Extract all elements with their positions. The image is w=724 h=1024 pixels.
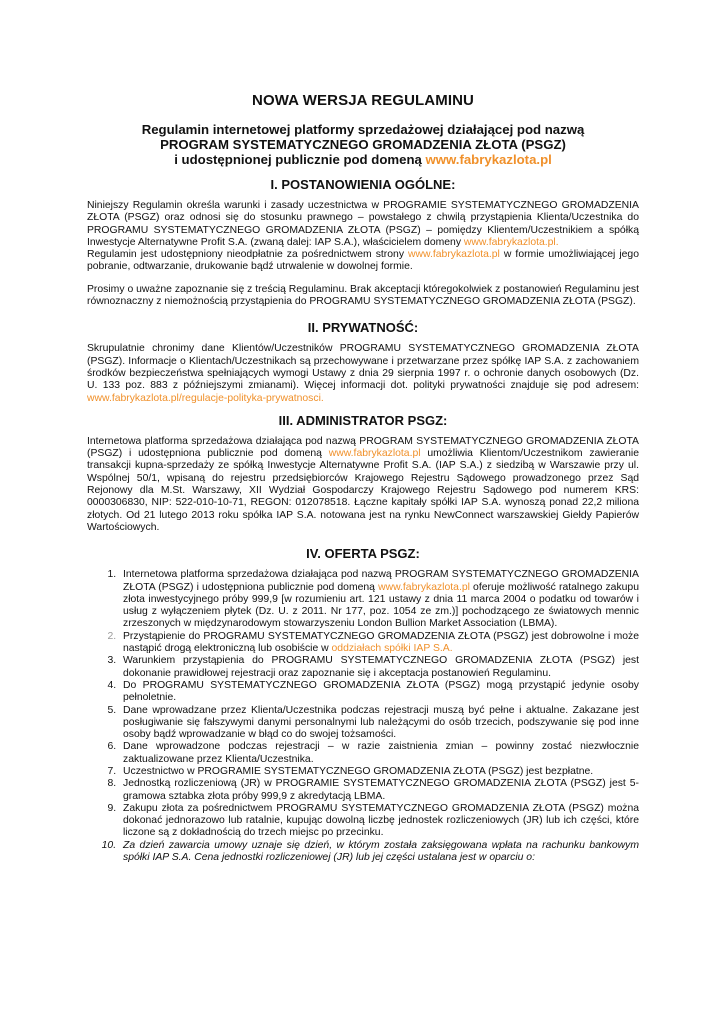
privacy-paragraph: Skrupulatnie chronimy dane Klientów/Uczestników PROGRAMU SYSTEMATYCZNEGO GROMADZENIA ZŁOTA (PSGZ). Informacje o Klientach/Uczestnikach są przechowywane i przetwarzane przez spółkę IAP S.A. z zachowaniem środków bezpieczeństwa spełniających wymogi Ustawy z dnia 29 sierpnia 1997 r. o ochronie danych osobowych (Dz. U. 133 poz. 883 z późniejszymi zmianami). Więcej informacji dot. polityki prywatności znajduje się pod adresem: www.fabrykazlota.pl/regulacje-polityka-prywatnosci.: [87, 343, 639, 404]
list-item: 1. Internetowa platforma sprzedażowa działająca pod nazwą PROGRAM SYSTEMATYCZNEGO GROMADZENIA ZŁOTA (PSGZ) i udostępniona publicznie pod domeną www.fabrykazlota.pl oferuje możliwość ratalnego zakupu złota inwestycyjnego próby 999,9 [w rozumieniu art. 121 ustawy z dnia 11 marca 2004 o podatku od towarów i usług z wyłączeniem płytek (Dz. U. z 2011. Nr 177, poz. 1054 ze zm.)] pochodzącego ze światowych mennic zrzeszonych w międzynarodowym stowarzyszeniu London Bullion Market Association (LBMA).: [119, 569, 639, 630]
domain-link[interactable]: www.fabrykazlota.pl: [408, 249, 500, 261]
subtitle-line-2: PROGRAM SYSTEMATYCZNEGO GROMADZENIA ZŁOTA (PSGZ): [160, 137, 566, 152]
domain-link[interactable]: www.fabrykazlota.pl: [378, 581, 470, 593]
administrator-paragraph: Internetowa platforma sprzedażowa działająca pod nazwą PROGRAM SYSTEMATYCZNEGO GROMADZENIA ZŁOTA (PSGZ) i udostępniona publicznie pod domeną www.fabrykazlota.pl umożliwia Klientom/Uczestnikom zawieranie transakcji kupna-sprzedaży ze spółką Inwestycje Alternatywne Profit S.A. (IAP S.A.) z siedzibą w Warszawie przy ul. Wspólnej 50/1, wpisaną do rejestru przedsiębiorców Krajowego Rejestru Sądowego prowadzonego przez Sąd Rejonowy dla M.St. Warszawy, XII Wydział Gospodarczy Krajowego Rejestru Sądowego pod numerem KRS: 0000306830, NIP: 522-010-10-71, REGON: 012078518. Łączne kapitały spółki IAP S.A. wynoszą ponad 22,2 miliona złotych. Od 21 lutego 2013 roku spółka IAP S.A. notowana jest na rynku NewConnect warszawskiej Giełdy Papierów Wartościowych.: [87, 435, 639, 533]
general-paragraph-1: Niniejszy Regulamin określa warunki i zasady uczestnictwa w PROGRAMIE SYSTEMATYCZNEGO GROMADZENIA ZŁOTA (PSGZ) oraz odnosi się do stosunku prawnego – powstałego z chwilą przystąpienia Klienta/Uczestnika do PROGRAMU SYSTEMATYCZNEGO GROMADZENIA ZŁOTA (PSGZ) – pomiędzy Klientem/Uczestnikiem a spółką Inwestycje Alternatywne Profit S.A. (zwaną dalej: IAP S.A.), właścicielem domeny www.fabrykazlota.pl.: [87, 200, 639, 248]
list-item: 10. Za dzień zawarcia umowy uznaje się dzień, w którym została zaksięgowana wpłata na rachunku bankowym spółki IAP S.A. Cena jednostki rozliczeniowej (JR) lub jej części ustalana jest w oparciu o:: [119, 840, 639, 865]
general-paragraph-3: Prosimy o uważne zapoznanie się z treścią Regulaminu. Brak akceptacji któregokolwiek z postanowień Regulaminu jest równoznaczny z niemożnością przystąpienia do PROGRAMU SYSTEMATYCZNEGO GROMADZENIA ZŁOTA (PSGZ).: [87, 283, 639, 308]
section-heading-offer: IV. OFERTA PSGZ:: [306, 546, 420, 562]
list-item: 9. Zakupu złota za pośrednictwem PROGRAMU SYSTEMATYCZNEGO GROMADZENIA ZŁOTA (PSGZ) można dokonać jednorazowo lub ratalnie, kupując dowolną liczbę jednostek rozliczeniowych (JR) lub ich części, które liczone są z dokładnością do trzech miejsc po przecinku.: [119, 803, 639, 840]
privacy-policy-link[interactable]: www.fabrykazlota.pl/regulacje-polityka-prywatnosci.: [87, 392, 324, 404]
subtitle-line-1: Regulamin internetowej platformy sprzedażowej działającej pod nazwą: [141, 122, 585, 137]
list-item: 6. Dane wprowadzone podczas rejestracji – w razie zaistnienia zmian – powinny zostać niezwłocznie zaktualizowane przez Klienta/Uczestnika.: [119, 741, 639, 766]
domain-link[interactable]: www.fabrykazlota.pl.: [463, 236, 559, 248]
list-item: 2. Przystąpienie do PROGRAMU SYSTEMATYCZNEGO GROMADZENIA ZŁOTA (PSGZ) jest dobrowolne i może nastąpić drogą elektroniczną lub osobiście w oddziałach spółki IAP S.A.: [119, 631, 639, 656]
section-heading-privacy: II. PRYWATNOŚĆ:: [307, 320, 419, 336]
branches-link[interactable]: oddziałach spółki IAP S.A.: [331, 643, 453, 655]
domain-link[interactable]: www.fabrykazlota.pl: [328, 448, 421, 460]
list-item: 7. Uczestnictwo w PROGRAMIE SYSTEMATYCZNEGO GROMADZENIA ZŁOTA (PSGZ) jest bezpłatne.: [119, 766, 639, 778]
document-title: NOWA WERSJA REGULAMINU: [252, 92, 474, 109]
offer-list: [87, 569, 639, 864]
general-paragraph-2: Regulamin jest udostępniony nieodpłatnie za pośrednictwem strony www.fabrykazlota.pl w formie umożliwiającej jego pobranie, odtwarzanie, drukowanie bądź utrwalenie w dowolnej formie.: [87, 249, 639, 273]
document-page: [87, 92, 639, 864]
list-item: 4. Do PROGRAMU SYSTEMATYCZNEGO GROMADZENIA ZŁOTA (PSGZ) mogą przystąpić jedynie osoby pełnoletnie.: [119, 680, 639, 705]
list-item: 8. Jednostką rozliczeniową (JR) w PROGRAMIE SYSTEMATYCZNEGO GROMADZENIA ZŁOTA (PSGZ) jest 5-gramowa sztabka złota próby 999,9 z akredytacją LBMA.: [119, 778, 639, 803]
domain-link[interactable]: www.fabrykazlota.pl: [425, 152, 552, 167]
list-item: 5. Dane wprowadzane przez Klienta/Uczestnika podczas rejestracji muszą być pełne i aktualne. Zakazane jest posługiwanie się fałszywymi danymi personalnymi lub należącymi do osób trzecich, podszywanie się pod inne osoby bądź wprowadzanie w błąd co do swojej tożsamości.: [119, 705, 639, 742]
section-heading-general: I. POSTANOWIENIA OGÓLNE:: [270, 177, 456, 192]
section-heading-administrator: III. ADMINISTRATOR PSGZ:: [278, 412, 448, 428]
list-item: 3. Warunkiem przystąpienia do PROGRAMU SYSTEMATYCZNEGO GROMADZENIA ZŁOTA (PSGZ) jest dokonanie prawidłowej rejestracji oraz zapoznanie się i akceptacja postanowień Regulaminu.: [119, 655, 639, 680]
subtitle-line-3: i udostępnionej publicznie pod domeną www.fabrykazlota.pl: [174, 152, 552, 167]
document-subtitle: [87, 122, 639, 167]
